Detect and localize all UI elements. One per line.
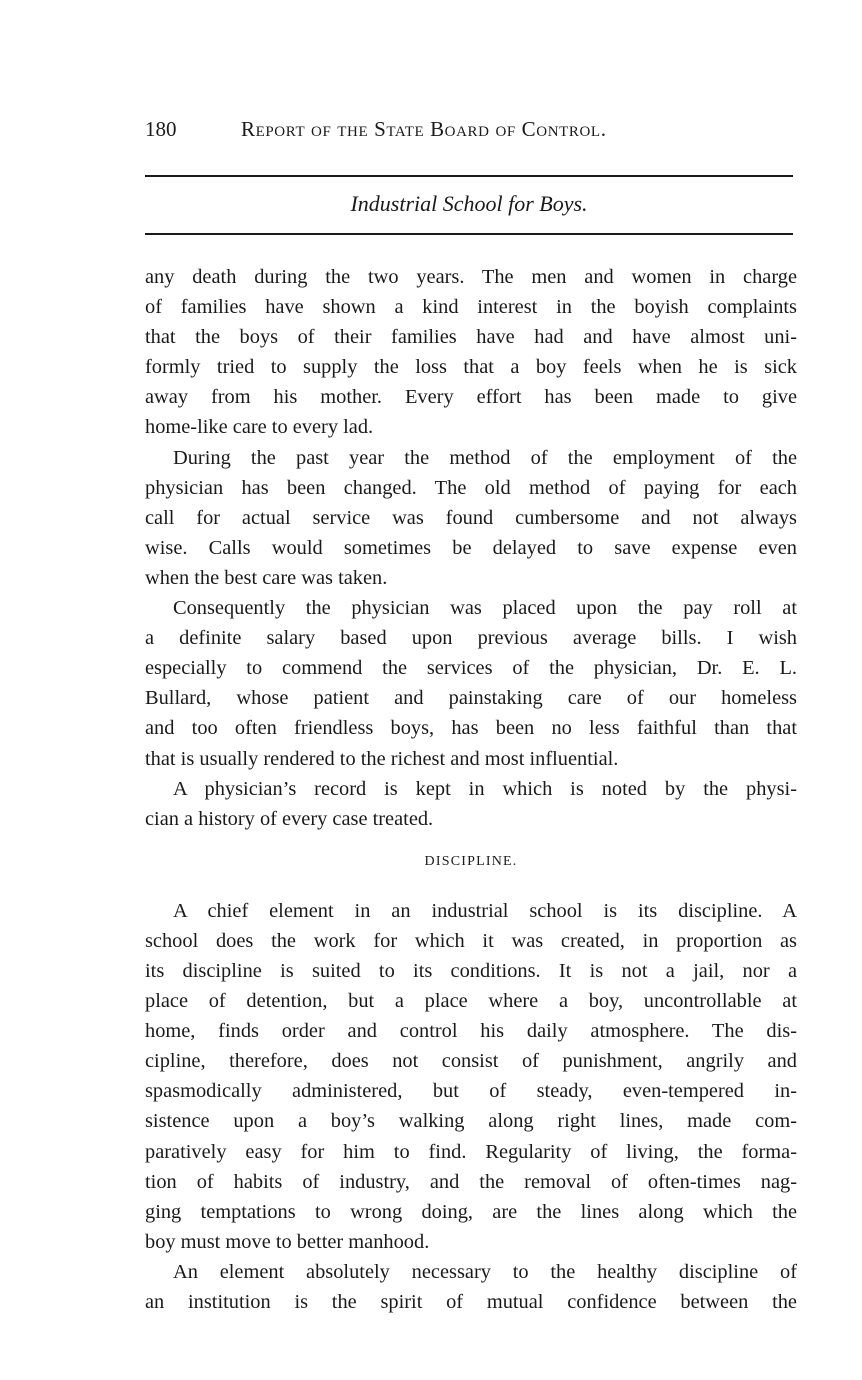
paragraph bbox=[145, 774, 797, 834]
text-line: physician has been changed. The old method of paying for each bbox=[145, 476, 797, 499]
text-line: when the best care was taken. bbox=[145, 566, 388, 589]
text-line: of families have shown a kind interest in the boyish complaints bbox=[145, 296, 797, 319]
text-line: A chief element in an industrial school is its discipline. A bbox=[173, 899, 797, 922]
text-line: any death during the two years. The men and women in charge bbox=[145, 266, 797, 288]
text-line: paratively easy for him to find. Regularity of living, the forma- bbox=[145, 1140, 797, 1163]
text-line: During the past year the method of the employment of the bbox=[173, 446, 797, 469]
text-line: away from his mother. Every effort has been made to give bbox=[145, 386, 797, 409]
text-line: an institution is the spirit of mutual confidence between the bbox=[145, 1291, 797, 1313]
text-line: formly tried to supply the loss that a boy feels when he is sick bbox=[145, 356, 797, 379]
running-head bbox=[145, 114, 795, 144]
text-line: An element absolutely necessary to the healthy discipline of bbox=[173, 1260, 797, 1283]
paragraph bbox=[145, 262, 797, 443]
text-line: Bullard, whose patient and painstaking care of our homeless bbox=[145, 687, 797, 710]
page-number: 180 bbox=[145, 117, 177, 141]
text-line: spasmodically administered, but of steady, even-tempered in- bbox=[145, 1080, 797, 1103]
text-line: ging temptations to wrong doing, are the lines along which the bbox=[145, 1200, 797, 1223]
paragraph bbox=[145, 1257, 797, 1317]
report-title: Report of the State Board of Control. bbox=[241, 117, 607, 141]
text-line: that is usually rendered to the richest and most influential. bbox=[145, 747, 619, 770]
text-line: home, finds order and control his daily atmosphere. The dis- bbox=[145, 1020, 797, 1043]
section-heading: DISCIPLINE. bbox=[424, 853, 518, 869]
body-text bbox=[145, 262, 797, 1317]
text-line: cian a history of every case treated. bbox=[145, 807, 434, 830]
text-line: school does the work for which it was created, in proportion as bbox=[145, 929, 797, 952]
section-subtitle: Industrial School for Boys. bbox=[350, 191, 588, 216]
text-line: boy must move to better manhood. bbox=[145, 1230, 430, 1253]
text-line: that the boys of their families have had and have almost uni- bbox=[145, 326, 797, 349]
text-line: a definite salary based upon previous average bills. I wish bbox=[145, 627, 797, 650]
text-line: place of detention, but a place where a boy, uncontrollable at bbox=[145, 990, 797, 1013]
text-line: its discipline is suited to its conditions. It is not a jail, nor a bbox=[145, 959, 797, 982]
text-line: call for actual service was found cumbersome and not always bbox=[145, 506, 797, 529]
paragraph bbox=[145, 896, 797, 1257]
text-line: tion of habits of industry, and the removal of often-times nag- bbox=[145, 1170, 797, 1193]
text-line: sistence upon a boy’s walking along right lines, made com- bbox=[145, 1110, 797, 1133]
text-line: especially to commend the services of the physician, Dr. E. L. bbox=[145, 657, 797, 680]
text-line: home-like care to every lad. bbox=[145, 416, 374, 439]
text-line: Consequently the physician was placed upon the pay roll at bbox=[173, 597, 797, 620]
bottom-rule bbox=[145, 233, 793, 235]
text-line: A physician’s record is kept in which is noted by the physi- bbox=[173, 777, 797, 800]
text-line: wise. Calls would sometimes be delayed to save expense even bbox=[145, 536, 797, 559]
paragraph bbox=[145, 593, 797, 774]
paragraph bbox=[145, 443, 797, 593]
text-line: cipline, therefore, does not consist of punishment, angrily and bbox=[145, 1050, 797, 1073]
text-line: and too often friendless boys, has been no less faithful than that bbox=[145, 717, 797, 740]
top-rule bbox=[145, 175, 793, 177]
